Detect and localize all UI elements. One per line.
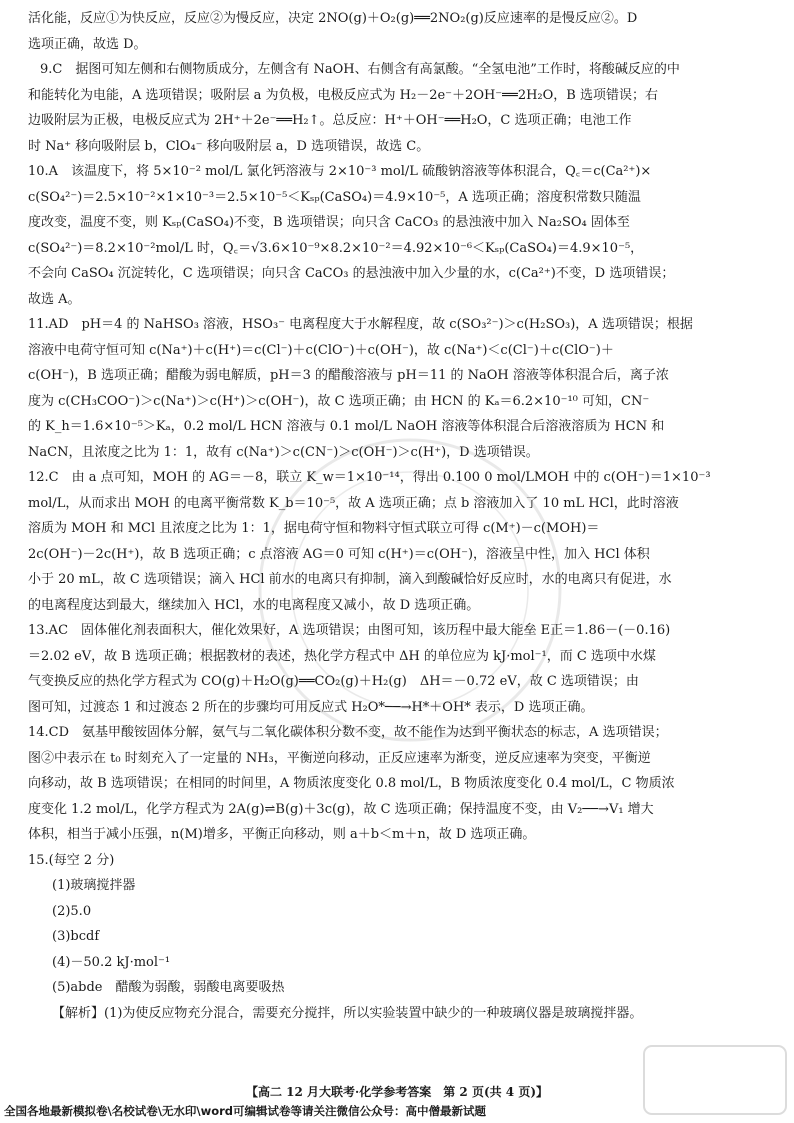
text-line: 度变化 1.2 mol/L，化学方程式为 2A(g)⇌B(g)＋3c(g)，故 C 选项正确；保持温度不变，由 V₂──→V₁ 增大 (28, 801, 654, 817)
text-line: 图②中表示在 t₀ 时刻充入了一定量的 NH₃，平衡逆向移动，正反应速率为渐变，逆反应速率为突变，平衡逆 (28, 750, 651, 766)
page-footer: 【高二 12 月大联考·化学参考答案 第 2 页(共 4 页)】 (246, 1085, 548, 1099)
question-13: 13.AC 固体催化剂表面积大，催化效果好，A 选项错误；由图可知，该历程中最大能垒 E正＝1.86－(－0.16) (28, 623, 671, 638)
text-line: 气变换反应的热化学方程式为 CO(g)＋H₂O(g)══CO₂(g)＋H₂(g) ΔH＝－0.72 eV，故 C 选项错误；由 (28, 674, 639, 689)
question-9: 9.C 据图可知左侧和右侧物质成分，左侧含有 NaOH、右侧含有高氯酸。“全氢电池”工作时，将酸碱反应的中 (40, 62, 680, 77)
text-line: 溶液中电荷守恒可知 c(Na⁺)＋c(H⁺)＝c(Cl⁻)＋c(ClO⁻)＋c(OH⁻)，故 c(Na⁺)＜c(Cl⁻)＋c(ClO⁻)＋ (28, 342, 614, 358)
answer-item: (3)bcdf (52, 929, 100, 944)
answer-item: (2)5.0 (52, 903, 92, 919)
answer-item: (4)－50.2 kJ·mol⁻¹ (52, 954, 171, 970)
text-line: 不会向 CaSO₄ 沉淀转化，C 选项错误；向只含 CaCO₃ 的悬浊液中加入少量的水，c(Ca²⁺)不变，D 选项错误； (28, 266, 675, 281)
text-line: 度改变，温度不变，则 Kₛₚ(CaSO₄)不变，B 选项错误；向只含 CaCO₃ 的悬浊液中加入 Na₂SO₄ 固体至 (28, 215, 630, 230)
text-line: mol/L，从而求出 MOH 的电离平衡常数 K_b＝10⁻⁵，故 A 选项正确；点 b 溶液加入了 10 mL HCl，此时溶液 (28, 495, 679, 511)
text-line: 活化能，反应①为快反应，反应②为慢反应，决定 2NO(g)＋O₂(g)══2NO₂(g)反应速率的是慢反应②。D (28, 11, 638, 26)
text-line: 体积，相当于减小压强，n(M)增多，平衡正向移动，则 a＋b＜m＋n，故 D 选项正确。 (28, 827, 536, 842)
text-line: 向移动，故 B 选项错误；在相同的时间里，A 物质浓度变化 0.8 mol/L，B 物质浓度变化 0.4 mol/L，C 物质浓 (28, 776, 675, 791)
text-line: 溶质为 MOH 和 MCl 且浓度之比为 1：1，据电荷守恒和物料守恒式联立可得 c(M⁺)－c(MOH)＝ (28, 521, 600, 536)
answer-item: (5)abde 醋酸为弱酸，弱酸电离要吸热 (52, 980, 285, 995)
text-line: ＝2.02 eV，故 B 选项正确；根据教材的表述，热化学方程式中 ΔH 的单位应为 kJ·mol⁻¹，而 C 选项中水煤 (28, 648, 656, 664)
text-line: c(SO₄²⁻)＝8.2×10⁻²mol/L 时，Q꜀＝√3.6×10⁻⁹×8.2×10⁻²＝4.92×10⁻⁶＜Kₛₚ(CaSO₄)＝4.9×10⁻⁵， (28, 240, 644, 256)
text-line: 时 Na⁺ 移向吸附层 b，ClO₄⁻ 移向吸附层 a，D 选项错误，故选 C。 (28, 138, 430, 154)
question-12: 12.C 由 a 点可知，MOH 的 AG＝－8，联立 K_w＝1×10⁻¹⁴，得出 0.100 0 mol/LMOH 中的 c(OH⁻)＝1×10⁻³ (28, 470, 711, 485)
text-line: 2c(OH⁻)－2c(H⁺)，故 B 选项正确；c 点溶液 AG＝0 可知 c(H⁺)＝c(OH⁻)，溶液呈中性，加入 HCl 体积 (28, 546, 650, 562)
text-line: 和能转化为电能，A 选项错误；吸附层 a 为负极，电极反应式为 H₂－2e⁻＋2OH⁻══2H₂O，B 选项错误；右 (28, 87, 658, 103)
analysis-line: 【解析】(1)为使反应物充分混合，需要充分搅拌，所以实验装置中缺少的一种玻璃仪器是玻璃搅拌器。 (52, 1005, 643, 1021)
text-line: 小于 20 mL，故 C 选项错误；滴入 HCl 前水的电离只有抑制，滴入到酸碱恰好反应时，水的电离只有促进，水 (28, 572, 672, 587)
text-line: 边吸附层为正极，电极反应式为 2H⁺＋2e⁻══H₂↑。总反应：H⁺＋OH⁻══H₂O，C 选项正确；电池工作 (28, 113, 632, 128)
question-15: 15.(每空 2 分) (28, 852, 115, 868)
text-line: c(OH⁻)，B 选项正确；醋酸为弱电解质，pH＝3 的醋酸溶液与 pH＝11 的 NaOH 溶液等体积混合后，离子浓 (28, 368, 669, 383)
text-line: c(SO₄²⁻)＝2.5×10⁻²×1×10⁻³＝2.5×10⁻⁵＜Kₛₚ(CaSO₄)＝4.9×10⁻⁵，A 选项正确；溶度积常数只随温 (28, 189, 641, 205)
text-line: 的电离程度达到最大，继续加入 HCl，水的电离程度又减小，故 D 选项正确。 (28, 597, 480, 613)
text-line: 故选 A。 (28, 291, 81, 307)
text-line: 的 K_h＝1.6×10⁻⁵＞Kₐ，0.2 mol/L HCN 溶液与 0.1 mol/L NaOH 溶液等体积混合后溶液溶质为 HCN 和 (28, 419, 665, 434)
question-10: 10.A 该温度下，将 5×10⁻² mol/L 氯化钙溶液与 2×10⁻³ mol/L 硫酸钠溶液等体积混合，Q꜀＝c(Ca²⁺)× (28, 164, 652, 179)
answer-body (28, 6, 768, 1026)
answer-item: (1)玻璃搅拌器 (52, 878, 136, 893)
text-line: NaCN，且浓度之比为 1：1，故有 c(Na⁺)＞c(CN⁻)＞c(OH⁻)＞c(H⁺)，D 选项错误。 (28, 444, 539, 460)
watermark-logo (640, 1040, 790, 1120)
source-notice: 全国各地最新模拟卷\名校试卷\无水印\word可编辑试卷等请关注微信公众号：高中僧最新试题 (4, 1104, 487, 1118)
text-line: 图可知，过渡态 1 和过渡态 2 所在的步骤均可用反应式 H₂O*──→H*＋OH* 表示，D 选项正确。 (28, 699, 594, 715)
question-11: 11.AD pH＝4 的 NaHSO₃ 溶液，HSO₃⁻ 电离程度大于水解程度，故 c(SO₃²⁻)＞c(H₂SO₃)，A 选项错误；根据 (28, 317, 693, 332)
question-14: 14.CD 氨基甲酸铵固体分解，氨气与二氧化碳体积分数不变，故不能作为达到平衡状态的标志，A 选项错误； (28, 725, 668, 740)
text-line: 度为 c(CH₃COO⁻)＞c(Na⁺)＞c(H⁺)＞c(OH⁻)，故 C 选项正确；由 HCN 的 Kₐ＝6.2×10⁻¹⁰ 可知，CN⁻ (28, 393, 650, 409)
text-line: 选项正确，故选 D。 (28, 36, 147, 52)
